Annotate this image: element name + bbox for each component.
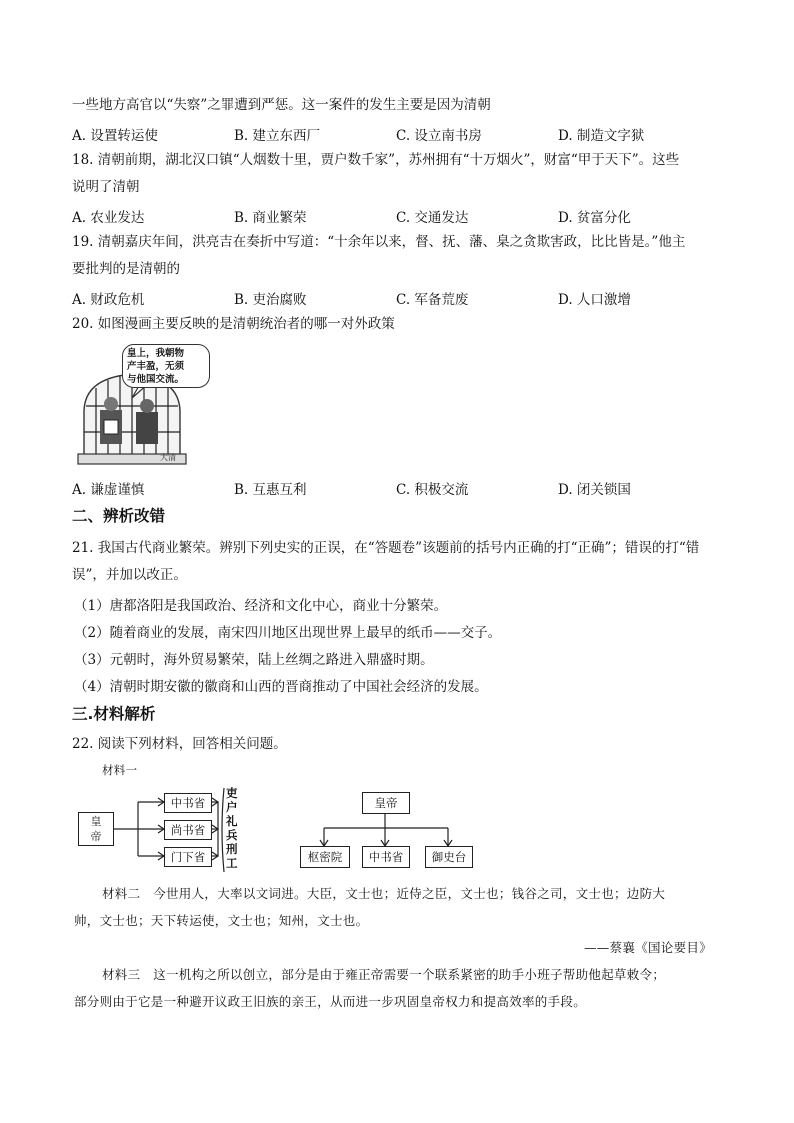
material3-line2: 部分则由于它是一种避开议政王旧族的亲王，从而进一步巩固皇帝权力和提高效率的手段。 bbox=[74, 994, 587, 1009]
section3-title: 三.材料解析 bbox=[72, 705, 156, 723]
q22-stem: 22. 阅读下列材料，回答相关问题。 bbox=[72, 736, 287, 752]
cartoon-cage-tag: 大清 bbox=[160, 453, 176, 462]
q18-stem-line1: 18. 清朝前期，湖北汉口镇“人烟数十里，贾户数千家”，苏州拥有“十万烟火”，财富“甲于天下”。这些 bbox=[72, 152, 680, 168]
diagram-right-emperor: 皇帝 bbox=[362, 792, 410, 814]
q21-item-1: （1）唐都洛阳是我国政治、经济和文化中心，商业十分繁荣。 bbox=[74, 598, 448, 614]
diagram-right-shumiyuan: 枢密院 bbox=[300, 846, 350, 868]
q21-item-2: （2）随着商业的发展，南宋四川地区出现世界上最早的纸币——交子。 bbox=[74, 625, 502, 641]
q17-option-c[interactable]: C. 设立南书房 bbox=[396, 128, 482, 144]
q21-item-4: （4）清朝时期安徽的徽商和山西的晋商推动了中国社会经济的发展。 bbox=[74, 679, 488, 695]
q20-option-b[interactable]: B. 互惠互利 bbox=[234, 482, 307, 498]
q18-option-b[interactable]: B. 商业繁荣 bbox=[234, 210, 307, 226]
bubble-line-3: 与他国交流。 bbox=[127, 374, 185, 385]
q19-option-b[interactable]: B. 吏治腐败 bbox=[234, 292, 307, 308]
q17-option-d[interactable]: D. 制造文字狱 bbox=[558, 128, 645, 144]
q19-option-a[interactable]: A. 财政危机 bbox=[72, 292, 145, 308]
material2-line1: 材料二 今世用人，大率以文词进。大臣，文士也；近侍之臣，文士也；钱谷之司，文士也；边防大 bbox=[102, 886, 666, 901]
q18-option-a[interactable]: A. 农业发达 bbox=[72, 210, 145, 226]
q19-stem-line2: 要批判的是清朝的 bbox=[72, 261, 180, 277]
material2-line2: 帅，文士也；天下转运使，文士也；知州，文士也。 bbox=[74, 913, 369, 928]
q18-option-d[interactable]: D. 贫富分化 bbox=[558, 210, 631, 226]
q20-option-d[interactable]: D. 闭关锁国 bbox=[558, 482, 631, 498]
material1-label: 材料一 bbox=[102, 763, 138, 777]
diagram-left-emperor bbox=[78, 812, 114, 846]
q17-option-b[interactable]: B. 建立东西厂 bbox=[234, 128, 321, 144]
q20-stem: 20. 如图漫画主要反映的是清朝统治者的哪一对外政策 bbox=[72, 316, 395, 332]
q19-option-c[interactable]: C. 军备荒废 bbox=[396, 292, 469, 308]
q19-stem-line1: 19. 清朝嘉庆年间，洪亮吉在奏折中写道：“十余年以来，督、抚、藩、臬之贪欺害政，比比皆是。”他主 bbox=[72, 234, 686, 250]
bubble-line-2: 产丰盈，无须 bbox=[127, 361, 185, 372]
q18-option-c[interactable]: C. 交通发达 bbox=[396, 210, 469, 226]
q17-stem: 一些地方高官以“失察”之罪遭到严惩。这一案件的发生主要是因为清朝 bbox=[72, 97, 491, 113]
q17-option-a[interactable]: A. 设置转运使 bbox=[72, 128, 158, 144]
material3-line1: 材料三 这一机构之所以创立，部分是由于雍正帝需要一个联系紧密的助手小班子帮助他起草敕令； bbox=[102, 967, 666, 982]
q18-stem-line2: 说明了清朝 bbox=[72, 179, 140, 195]
bubble-line-1: 皇上，我朝物 bbox=[127, 348, 185, 359]
diagram-right-zhongshu: 中书省 bbox=[362, 846, 410, 868]
diagram-right-yushitai: 御史台 bbox=[425, 846, 473, 868]
diagram-left-zhongshu: 中书省 bbox=[164, 793, 212, 813]
q19-option-d[interactable]: D. 人口激增 bbox=[558, 292, 631, 308]
q20-option-c[interactable]: C. 积极交流 bbox=[396, 482, 469, 498]
section2-title: 二、辨析改错 bbox=[72, 507, 166, 525]
q20-option-a[interactable]: A. 谦虚谨慎 bbox=[72, 482, 145, 498]
diagram-left-shangshu: 尚书省 bbox=[164, 820, 212, 840]
diagram-left-ministries: 吏户礼兵刑工 bbox=[226, 786, 238, 870]
material2-source: ——蔡襄《国论要目》 bbox=[584, 940, 713, 955]
diagram-left-menxia: 门下省 bbox=[164, 847, 212, 867]
q21-stem-line1: 21. 我国古代商业繁荣。辨别下列史实的正误，在“答题卷”该题前的括号内正确的打“正确”；错误的打“错 bbox=[72, 540, 700, 556]
q21-stem-line2: 误”，并加以改正。 bbox=[72, 567, 187, 583]
diagram-left-emperor-label: 皇帝 bbox=[90, 815, 102, 843]
q21-item-3: （3）元朝时，海外贸易繁荣，陆上丝绸之路进入鼎盛时期。 bbox=[74, 652, 434, 668]
